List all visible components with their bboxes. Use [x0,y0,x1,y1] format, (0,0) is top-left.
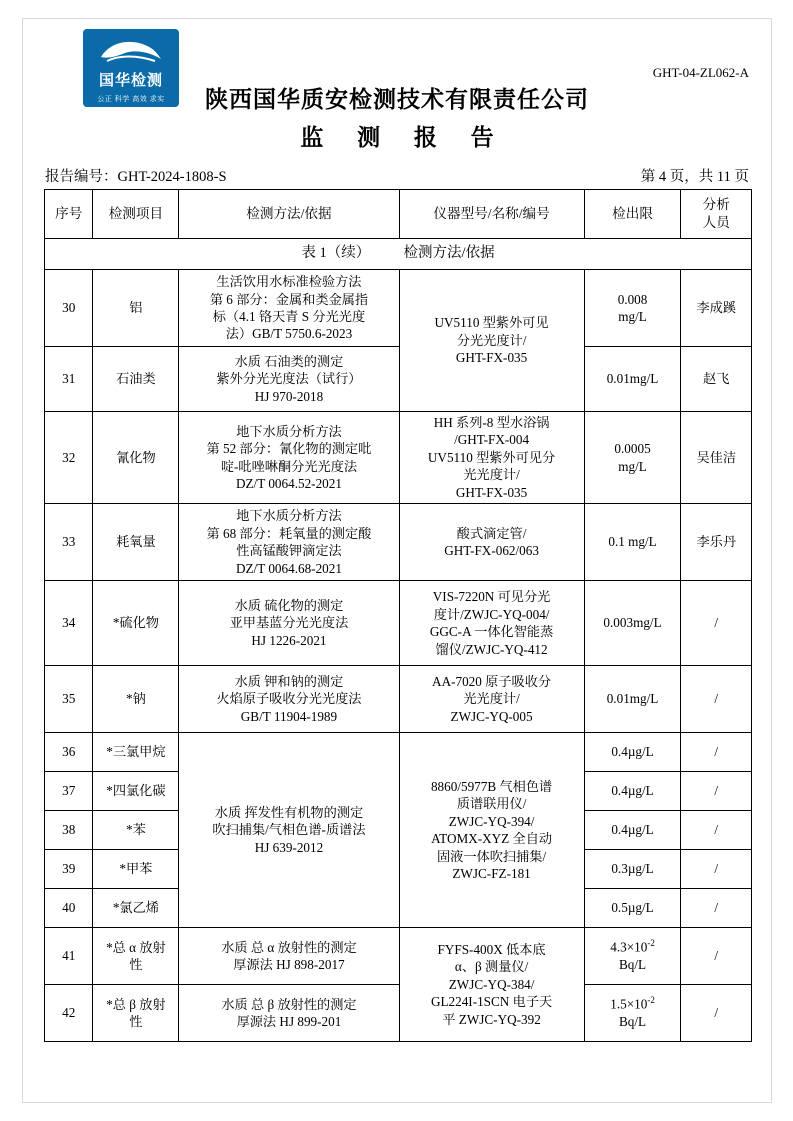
report-header [23,19,771,150]
report-title: 监 测 报 告 [300,125,508,150]
cell-method [179,733,399,928]
instrument-line: GL224I-1SCN 电子天 [430,994,553,1010]
cell-instrument [399,412,584,504]
instrument-line: ZWJC-YQ-384/ [448,976,535,992]
method-line: HJ 970-2018 [254,388,324,404]
cell-limit: 0.1 mg/L [584,504,681,581]
instrument-line: AA-7020 原子吸收分 [432,673,552,689]
header-person [681,190,752,239]
cell-instrument [399,270,584,412]
cell-item [93,985,179,1042]
table-row [45,581,752,666]
cell-item: 氰化物 [93,412,179,504]
method-line: 水质 硫化物的测定 [234,597,344,613]
method-line: 水质 石油类的测定 [234,353,344,369]
cell-limit [584,928,681,985]
instrument-line: GHT-FX-062/063 [444,543,539,559]
cell-no: 30 [45,270,93,347]
instrument-line: UV5110 型紫外可见分 [427,449,556,465]
limit-unit: Bq/L [618,1014,647,1030]
cell-limit: 0.01mg/L [584,347,681,412]
cell-person: / [681,772,752,811]
cell-instrument [399,504,584,581]
cell-item: 石油类 [93,347,179,412]
page-number: 第 4 页，共 11 页 [640,169,749,185]
method-line: 厚源法 HJ 899-201 [236,1014,342,1030]
report-number: 报告编号：GHT-2024-1808-S [45,169,227,185]
cell-person: / [681,666,752,733]
table-row [45,504,752,581]
method-line: 生活饮用水标准检验方法 [216,274,362,290]
header-instrument: 仪器型号/名称/编号 [399,190,584,239]
instrument-line: ZWJC-YQ-005 [450,708,533,724]
limit-line [587,938,679,956]
cell-no: 40 [45,889,93,928]
cell-limit: 0.5µg/L [584,889,681,928]
cell-method [179,985,399,1042]
instrument-line: ATOMX-XYZ 全自动 [431,831,553,847]
method-line: 火焰原子吸收分光光度法 [216,691,362,707]
method-line: 性高锰酸钾滴定法 [236,543,342,559]
limit-line: 0.008 [617,291,648,307]
cell-method [179,412,399,504]
header-item: 检测项目 [93,190,179,239]
cell-person: 赵飞 [681,347,752,412]
document-code: GHT-04-ZL062-A [652,65,749,80]
cell-method [179,347,399,412]
table-header-row [45,190,752,239]
cell-item: 耗氧量 [93,504,179,581]
limit-value: 1.5×10 [610,996,648,1012]
cell-item: 铝 [93,270,179,347]
cell-person: / [681,811,752,850]
cell-item [93,928,179,985]
method-line: 吹扫捕集/气相色谱-质谱法 [212,822,366,838]
cell-limit: 0.4µg/L [584,811,681,850]
logo-name: 国华检测 [83,69,179,93]
method-line: 水质 总 β 放射性的测定 [221,996,357,1012]
instrument-line: ZWJC-YQ-394/ [448,813,535,829]
cell-limit: 0.4µg/L [584,772,681,811]
company-name: 陕西国华质安检测技术有限责任公司 [205,87,589,112]
limit-line: 0.0005 [614,441,651,457]
cell-person: / [681,928,752,985]
cell-no: 34 [45,581,93,666]
cell-person: 李乐丹 [681,504,752,581]
table-row [45,928,752,985]
cell-method [179,270,399,347]
limit-line: mg/L [618,458,647,474]
cell-no: 33 [45,504,93,581]
cell-limit [584,270,681,347]
instrument-line: 光光度计/ [463,467,520,483]
instrument-line: GGC-A 一体化智能蒸 [429,624,554,640]
instrument-line: 8860/5977B 气相色谱 [430,778,553,794]
cell-no: 31 [45,347,93,412]
cell-no: 37 [45,772,93,811]
cell-person: 李成蹊 [681,270,752,347]
instrument-line: FYFS-400X 低本底 [437,942,546,958]
limit-value: 4.3×10 [610,939,648,955]
cell-item: *硫化物 [93,581,179,666]
limit-exponent: -2 [647,995,655,1006]
cell-person: 吴佳洁 [681,412,752,504]
instrument-line: /GHT-FX-004 [454,432,530,448]
instrument-line: 分光光度计/ [456,332,527,348]
instrument-line: UV5110 型紫外可见 [434,315,549,331]
method-line: GB/T 11904-1989 [240,708,338,724]
cell-instrument [399,733,584,928]
cell-person: / [681,733,752,772]
table-row [45,733,752,772]
cell-no: 41 [45,928,93,985]
instrument-line: HH 系列-8 型水浴锅 [433,415,550,430]
method-line: 地下水质分析方法 [236,508,342,524]
instrument-line: 固液一体吹扫捕集/ [436,848,547,864]
limit-line [587,995,679,1013]
instrument-line: 光光度计/ [463,691,520,707]
cell-limit: 0.01mg/L [584,666,681,733]
method-line: DZ/T 0064.52-2021 [235,475,342,491]
cell-item: *四氯化碳 [93,772,179,811]
cell-instrument [399,666,584,733]
instrument-line: GHT-FX-035 [455,484,528,500]
cell-item: *三氯甲烷 [93,733,179,772]
cell-person: / [681,850,752,889]
table-caption-row [45,239,752,270]
instrument-line: 馏仪/ZWJC-YQ-412 [435,641,548,657]
cell-method [179,504,399,581]
method-line: 水质 挥发性有机物的测定 [214,804,364,820]
method-line: 标（4.1 铬天青 S 分光光度 [212,309,366,324]
table-row [45,666,752,733]
item-line: 性 [129,957,143,973]
cell-item: *钠 [93,666,179,733]
cell-no: 32 [45,412,93,504]
item-line: 性 [129,1014,143,1030]
cell-item: *甲苯 [93,850,179,889]
cell-instrument [399,928,584,1042]
method-line: 第 6 部分：金属和类金属指 [209,291,369,307]
table-row [45,412,752,504]
method-line: 地下水质分析方法 [236,423,342,439]
cell-item: *氯乙烯 [93,889,179,928]
instrument-line: 质谱联用仪/ [456,796,527,812]
method-line: 水质 钾和钠的测定 [234,673,344,689]
cell-item: *苯 [93,811,179,850]
caption-left: 表 1（续） [301,245,371,262]
method-line: 第 68 部分：耗氧量的测定酸 [206,525,372,541]
cell-person: / [681,889,752,928]
instrument-line: VIS-7220N 可见分光 [432,589,551,605]
item-line: *总 β 放射 [106,996,166,1012]
cell-person: / [681,581,752,666]
table-row [45,347,752,412]
limit-unit: Bq/L [618,957,647,973]
cell-instrument [399,581,584,666]
method-line: HJ 639-2012 [254,839,324,855]
cell-no: 42 [45,985,93,1042]
cell-person: / [681,985,752,1042]
instrument-line: 平 ZWJC-YQ-392 [442,1011,541,1027]
cell-no: 38 [45,811,93,850]
cell-method [179,666,399,733]
method-line: 亚甲基蓝分光光度法 [229,615,349,631]
cell-no: 35 [45,666,93,733]
cell-limit: 0.3µg/L [584,850,681,889]
method-line: 法）GB/T 5750.6-2023 [225,326,353,342]
header-no: 序号 [45,190,93,239]
cell-method [179,581,399,666]
table-caption [45,239,752,270]
methods-table [44,189,752,1042]
header-person-line2: 人员 [702,215,730,230]
method-line: 第 52 部分：氰化物的测定吡 [206,441,372,457]
cell-no: 39 [45,850,93,889]
cell-limit [584,412,681,504]
cell-limit [584,985,681,1042]
wave-icon [97,37,165,63]
cell-limit: 0.4µg/L [584,733,681,772]
logo-slogan: 公正 科学 高效 求实 [83,93,179,107]
table-row [45,270,752,347]
header-limit: 检出限 [584,190,681,239]
instrument-line: α、β 测量仪/ [454,959,529,975]
table-row [45,985,752,1042]
limit-exponent: -2 [647,938,655,949]
instrument-line: 度计/ZWJC-YQ-004/ [433,606,550,622]
cell-method [179,928,399,985]
logo-emblem [83,29,179,69]
method-line: 厚源法 HJ 898-2017 [233,957,345,973]
instrument-line: ZWJC-FZ-181 [452,865,531,881]
cell-no: 36 [45,733,93,772]
cell-limit: 0.003mg/L [584,581,681,666]
method-line: DZ/T 0064.68-2021 [235,560,342,576]
method-line: 啶-吡唑啉酮分光光度法 [220,458,358,474]
header-person-line1: 分析 [702,197,730,213]
report-sheet [22,18,772,1103]
method-line: 紫外分光光度法（试行） [216,371,362,387]
instrument-line: 酸式滴定管/ [456,525,527,541]
header-method: 检测方法/依据 [179,190,399,239]
instrument-line: GHT-FX-035 [455,350,528,366]
report-meta [23,165,771,187]
method-line: 水质 总 α 放射性的测定 [221,939,357,955]
method-line: HJ 1226-2021 [251,632,327,648]
caption-right: 检测方法/依据 [403,245,495,262]
item-line: *总 α 放射 [106,939,166,955]
limit-line: mg/L [618,309,647,324]
